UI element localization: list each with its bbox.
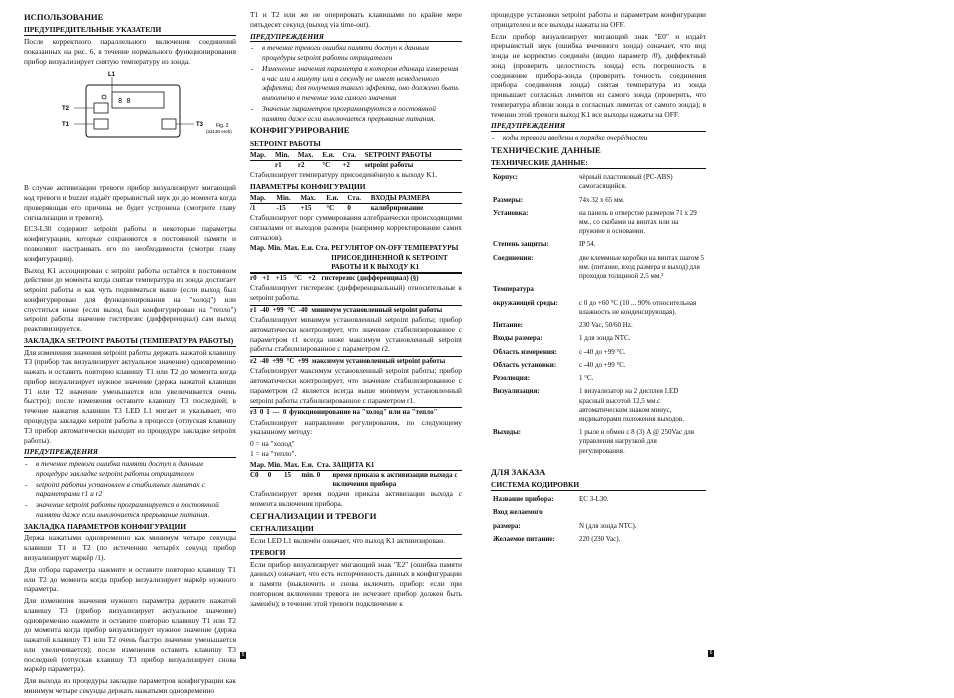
spec-key: Желаемое питание: xyxy=(493,534,555,543)
param-description: Стабилизирует температуру присоединённую к выходу K1. xyxy=(250,170,438,179)
spec-value: 230 Vac, 50/60 Hz. xyxy=(579,321,633,330)
col-header: Min. xyxy=(267,460,282,469)
config-paragraph-4: Для выхода из процедуры закладке параметров конфигурации как минимум четыре секунды держать нажатыми одновременно xyxy=(24,676,236,695)
cell: r1 xyxy=(275,160,298,170)
page-number: 5 xyxy=(241,652,245,658)
spec-row xyxy=(493,507,637,518)
warnings-list xyxy=(250,43,462,123)
cell: /1 xyxy=(250,203,276,213)
spec-row xyxy=(493,360,704,371)
param-row-table xyxy=(250,305,462,315)
warning-item: - значение setpoint работы программируется в постоянной памяти даже если выключается прерывание питания. xyxy=(36,500,236,520)
cell: +2 xyxy=(308,274,321,284)
cell: --- xyxy=(273,408,283,418)
spec-row xyxy=(493,347,704,358)
column-1 xyxy=(24,10,236,698)
param-description: Стабилизирует направление регулирования, по следующему указанному методу: xyxy=(250,417,462,437)
spec-key: Название прибора: xyxy=(493,495,554,504)
cell: r0 xyxy=(250,274,262,284)
param-name: минимум установленный setpoint работы xyxy=(311,305,462,315)
col-header: Ста. xyxy=(342,151,364,161)
regulator-rows xyxy=(250,273,462,437)
spec-key: Установка: xyxy=(493,208,529,217)
column-3 xyxy=(491,10,706,547)
cell: r2 xyxy=(298,160,322,170)
cell xyxy=(250,160,275,170)
cell: 15 xyxy=(284,470,301,489)
param-description: Стабилизирует минимум установленный setpoint работы; прибор автоматически контролирует, что значение стабилизированное с параметром r1 всегда ниже максимум установленный setpoint работы стабилизированное с параметром r2. xyxy=(250,315,462,354)
warning-item: - Значение параметров программируются в постоянной памяти даже если выключается прерывание питания. xyxy=(262,104,462,124)
spec-key: размера: xyxy=(493,521,521,530)
col-header: Мар. xyxy=(250,151,275,161)
col-header: Max. xyxy=(284,244,301,272)
section-title-tech: ТЕХНИЧЕСКИЕ ДАННЫЕ xyxy=(491,144,601,155)
config-params-heading: ПАРАМЕТРЫ КОНФИГУРАЦИИ xyxy=(250,182,462,193)
cell: 0 xyxy=(283,408,289,418)
warning-item: - в течение тревоги ошибка памяти доступ к данным процедуре закладке setpoint работы отрицателен xyxy=(36,459,236,479)
section-title-usage: ИСПОЛЬЗОВАНИЕ xyxy=(24,12,104,22)
cell: °C xyxy=(287,305,298,315)
config-params-heading: ЗАКЛАДКА ПАРАМЕТРОВ КОНФИГУРАЦИИ xyxy=(24,522,236,533)
spec-key: Размеры: xyxy=(493,195,524,204)
setpoint-paragraph: Для изменения значения setpoint работы держать нажатой клавишу T3 (прибор так визуализирует актуальное значение) одновременно нажать и оставить повторно клавишу T1 или T2 до момента когда прибор визуализирует нужное значение (держа нажатой клавиши T1 или T2 значение уменьшается или увеличивается очень быстро); после изменения оставите клавишу T3 последней; в течение нажатия клавиши T3 LED L1 мигает и указывает, что процедура закладке setpoint работы в процессе (отпуская клавишу T3 прибор автоматически выходит из процедуре закладке setpoint работы). xyxy=(24,347,236,445)
spec-key: Выходы: xyxy=(493,428,522,437)
device-figure xyxy=(24,69,236,179)
param-name: setpoint работы xyxy=(365,160,462,170)
param-name: гистерезис (дифференциал) (§) xyxy=(321,274,462,284)
spec-value: на панель в отверстие размером 71 x 29 мм., со скобами на винтах или на пружине в основании. xyxy=(579,208,697,236)
spec-table xyxy=(491,170,706,459)
spec-value: 74x 32 x 65 мм. xyxy=(579,195,625,204)
spec-row xyxy=(493,333,704,344)
spec-row xyxy=(493,534,637,545)
mode-cold: 0 = на "холод" xyxy=(250,439,295,449)
spec-row xyxy=(493,284,704,295)
col-header: Min. xyxy=(268,244,284,272)
signals-heading: СЕГНАЛИЗАЦИИ xyxy=(250,524,462,535)
cell: r1 xyxy=(250,305,260,315)
spec-row xyxy=(493,195,704,206)
spec-value: чёрный пластиковый (PC-ABS) самогасящийся. xyxy=(579,173,673,191)
col-header: Max. xyxy=(283,460,300,469)
spec-key: Область установки: xyxy=(493,360,557,369)
output-paragraph: Выход K1 ассоциирован с setpoint работы остаётся в постоянном действии до момента когда снятая температура из зонда достигает setpoint работы и как чуть подниматься выше (если выход был конфигурирован для функционирования на "холод") или спуститься ниже (если выход был конфигурирован на "тепло") setpoint работы значение гистерезис (дифференциал) сам выход реактивизируется. xyxy=(24,265,236,334)
spec-key: Питание: xyxy=(493,321,524,330)
col-header: Ста. xyxy=(347,194,370,204)
col-header: Max. xyxy=(300,194,326,204)
cell: +99 xyxy=(273,305,288,315)
fig-code: (a3130 ereb) xyxy=(206,129,232,135)
spec-row xyxy=(493,427,704,457)
param-description: Стабилизирует время подачи приказа активизации выхода с момента включения прибора. xyxy=(250,489,462,509)
tech-heading: ТЕХНИЧЕСКИЕ ДАННЫЕ: xyxy=(491,158,706,169)
spec-value: 1 °C. xyxy=(579,374,594,383)
spec-key: Вход желаемого xyxy=(493,508,543,517)
cell: +1 xyxy=(262,274,275,284)
regulator-table xyxy=(250,244,462,273)
spec-key: Область измерения: xyxy=(493,347,558,356)
spec-value: 1 рыле и обмен с 8 (3) A @ 250Vac для управления нагрузкой для регулирования. xyxy=(579,428,694,455)
warnings-heading: ПРЕДУПРЕЖДЕНИЯ xyxy=(24,447,236,458)
continuation-paragraph: T1 и T2 или же не оперировать клавишами по крайне мере пятьдесят секунд (выход via time-out). xyxy=(250,10,462,29)
inputs-table xyxy=(250,194,462,213)
setpoint-table-heading: SETPOINT РАБОТЫ xyxy=(250,139,462,150)
cell: min. xyxy=(301,470,316,489)
spec-row xyxy=(493,253,704,283)
setpoint-table xyxy=(250,151,462,170)
cell: 0 xyxy=(347,203,370,213)
warning-item: - setpoint работы установлен в стабильных лимитах с параметрами r1 и r2 xyxy=(36,480,236,500)
label-t2: T2 xyxy=(62,106,70,113)
spec-row xyxy=(493,373,704,384)
param-description: Стабилизирует порг суммирования алгебраически происходящими сигналами от выходов размера (например корректирование самих сигналов). xyxy=(250,213,462,242)
col-header: Е.и. xyxy=(301,244,315,272)
cell: 0 xyxy=(260,408,266,418)
cell: °C xyxy=(287,357,298,367)
spec-row xyxy=(493,239,704,250)
warnings-heading: ПРЕДУПРЕЖДЕНИЯ xyxy=(250,32,462,43)
warning-item: - в течение тревоги ошибка памяти доступ к данным процедуры setpoint работы отрицателен xyxy=(262,43,462,63)
setpoint-heading: ЗАКЛАДКА SETPOINT РАБОТЫ (ТЕМПЕРАТУРА РАБОТЫ) xyxy=(24,336,236,347)
cell: °C xyxy=(294,274,308,284)
spec-value xyxy=(579,284,704,295)
e0-paragraph: Если прибор визуализирует мигающий знак "E0" и издаёт прерывистый звук (ошибка вчечнного зонда) означает, что вид зонда не корректно соединён (видио параметр /0), диффектный зонд (проверить целостность зонда) есть погрешность в соединение прибора-зонда (проверить точность соединения прибора соединения зонда) снятая температура из зонда привышает согласных лимитов из самого зонда (проверить, что температура вблизи зонда в согласных лимитах от самого зонда); в течении этой тревоги выход K1 все выходы нажаты на OFF. xyxy=(491,31,706,119)
alarm-paragraph: В случае активизации тревоги прибор визуализирует мигающий код тревоги и buzzer издаёт прерывистый звук до до момента когда проверяющая его причина не будет устронена (смотрите главу сигнализации и тревоги). xyxy=(24,183,236,222)
column-2 xyxy=(250,10,462,610)
group-title: SETPOINT РАБОТЫ xyxy=(365,151,462,161)
spec-row xyxy=(493,172,704,192)
warning-item: - Изменение значения параметра в котором единица измерения в час или в минуту или в секунду не имеет немедленного эффекта; для получения такого эффекта, оно должено быть выполнено в течение зола самого значения xyxy=(262,64,462,103)
cell: -40 xyxy=(260,305,273,315)
cell: -40 xyxy=(298,305,311,315)
cell: +99 xyxy=(297,357,311,367)
col-header: Ста. xyxy=(316,244,332,272)
col-header: Е.и. xyxy=(301,461,316,471)
label-t3: T3 xyxy=(196,122,204,129)
spec-row xyxy=(493,494,637,505)
spec-value: с -40 до +99 °C. xyxy=(579,360,626,369)
spec-value: 1 для зонда NTC. xyxy=(579,334,631,343)
spec-key: Визуализация: xyxy=(493,387,540,396)
param-name: функционирование на "холод" или на "тепло" xyxy=(289,408,462,418)
fig-label: Fig. 2 xyxy=(216,123,229,130)
spec-key: Соединения: xyxy=(493,253,534,262)
device-panel-diagram xyxy=(24,69,236,179)
spec-key: окружающей среды: xyxy=(493,298,558,307)
spec-row xyxy=(493,521,637,532)
page-number: 6 xyxy=(709,650,713,656)
col-header: Ста. xyxy=(316,460,331,469)
col-header: Min. xyxy=(276,194,300,204)
spec-value xyxy=(579,507,637,518)
cell: +15 xyxy=(276,274,294,284)
cell: °C xyxy=(326,203,347,213)
spec-value: 1 визуализатор на 2 дисплея LED красный высотой 12,5 мм.с автоматическим знаком минус, индикаторами положения выходов. xyxy=(579,387,684,423)
spec-row xyxy=(493,320,704,331)
spec-row xyxy=(493,298,704,318)
col-header: Min. xyxy=(275,151,298,161)
param-description: Стабилизирует максимум установленный setpoint работы; прибор автоматически контролирует, что значение стабилизированное с параметром r2 является всегда выше минимум установленный setpoint работы стабилизированное с параметром r1. xyxy=(250,366,462,405)
label-t1: T1 xyxy=(62,122,70,129)
spec-row xyxy=(493,386,704,425)
warnings-list xyxy=(491,133,706,143)
param-name: калибрирование xyxy=(371,203,462,213)
cell: °C xyxy=(322,160,342,170)
warning-item: - коды тревоги введены в порядке очерёдности xyxy=(503,133,706,143)
spec-value: с 0 до +60 °C (10 ... 90% относительная влажность не конденсирующая). xyxy=(579,298,697,316)
cell: +2 xyxy=(342,160,364,170)
cell: -40 xyxy=(260,357,273,367)
spec-key: Входы размера: xyxy=(493,334,543,343)
indicators-text: После корректного параллельного включения соединений показанных на рис. 6, в течение нормального функционирования прибор визуализирует снятую температуру из зонда. xyxy=(24,37,236,66)
col-header: Е.и. xyxy=(322,151,342,161)
cell: +99 xyxy=(272,357,286,367)
order-table xyxy=(491,492,639,547)
alarms-heading: ТРЕВОГИ xyxy=(250,548,462,559)
ec3-paragraph: EC3-L30 содержит setpoint работы и некоторые параметры конфигурации, которые сохраняются в постоянной памяти и позволяют настраивать его по необходимости (смотри главу конфигурации). xyxy=(24,224,236,263)
cell: 0 xyxy=(268,470,284,489)
cell: r3 xyxy=(250,408,260,418)
config-paragraph-1: Держа нажатыми одновременно как минимум четыре секунды клавиши T1 и T2 (по истечению четырёх секунд прибор визуализирует маркёр /1). xyxy=(24,533,236,562)
param-row-table xyxy=(250,356,462,366)
group-title: РЕГУЛЯТОР ON-OFF ТЕМПЕРАТУРЫ ПРИСОЕДИНЕННОЙ К SETPOINT РАБОТЫ И К ВЫХОДУ K1 xyxy=(331,244,462,272)
config-paragraph-2: Для отбора параметра нажмите и оставите повторно клавишу T1 или T2 до момента когда прибор визуализирует маркёр нужного параметра. xyxy=(24,564,236,594)
col-header: Е.и. xyxy=(326,194,347,204)
spec-value: N (для зонда NTC). xyxy=(579,521,637,530)
col-header: Мар. xyxy=(250,460,266,469)
section-title-alarms: СЕГНАЛИЗАЦИИ И ТРЕВОГИ xyxy=(250,510,377,521)
cell: r2 xyxy=(250,357,260,367)
param-description: Стабилизирует гистерезис (дифференциальный) относительные к setpoint работы. xyxy=(250,283,462,302)
cell: 0 xyxy=(317,470,333,489)
continuation-paragraph: процедуре установки setpoint работы и параметрам конфигурации отрицателен и все выходы нажаты на OFF. xyxy=(491,10,706,29)
signals-text: Если LED L1 включён означает, что выход K1 активизирован. xyxy=(250,536,445,545)
cell: C0 xyxy=(250,470,268,489)
label-l1: L1 xyxy=(108,72,116,79)
spec-key: Температура xyxy=(493,285,534,294)
section-title-order: ДЛЯ ЗАКАЗА xyxy=(491,466,546,477)
order-heading: СИСТЕМА КОДИРОВКИ xyxy=(491,480,706,491)
cell: 1 xyxy=(266,408,272,418)
warnings-heading: ПРЕДУПРЕЖДЕНИЯ xyxy=(491,121,706,132)
col-header: Мар. xyxy=(250,244,268,272)
param-row-table xyxy=(250,273,462,283)
spec-key: Резолюция: xyxy=(493,374,530,383)
spec-value: с -40 до +99 °C. xyxy=(579,347,626,356)
spec-key: Корпус: xyxy=(493,173,518,182)
k1-table xyxy=(250,461,462,490)
cell: -15 xyxy=(276,203,300,213)
mode-heat: 1 = на "тепло". xyxy=(250,448,297,458)
group-title: ЗАЩИТА K1 xyxy=(332,461,462,471)
spec-value: EC 3-L30. xyxy=(579,495,609,504)
section-title-config: КОНФИГУРИРОВАНИЕ xyxy=(250,125,350,136)
alarms-text: Если прибор визуализирует мигающий знак "E2" (ошибка памяти данных) означает, что есть испорченность данных в конфигурации в памяти (выключить и снова включить прибор: если при повторном включении тревога не исчезнет прибор должен быть заменён); в течение этой тревоги подключение к xyxy=(250,559,462,608)
cell: +15 xyxy=(300,203,326,213)
param-name: время приказа к активизации выхода с включения прибора xyxy=(332,470,462,489)
spec-value: две клеммные коробки на винтах шагом 5 мм. (питание, вход размера и выход) для проходов толщиной 2,5 мм.² xyxy=(579,253,704,281)
spec-row xyxy=(493,208,704,238)
param-row-table xyxy=(250,407,462,417)
col-header: Мар. xyxy=(250,194,276,204)
svg-text:8 8: 8 8 xyxy=(118,97,131,106)
param-name: максимум установленный setpoint работы xyxy=(312,357,462,367)
col-header: Max. xyxy=(298,151,322,161)
config-paragraph-3: Для изменения значения нужного параметра держите нажатой клавишу T3 (прибор визуализирует актуальное значение) одновременно нажмите и оставите повторно клавишу T1 или T2 до момента когда прибор визуализирует нужное значение (держа нажатой клавишу T1 или T2 очень быстро значение уменьшается или увеличивается); после изменения оставить клавишу T3 последней (отпуская клавишу T3 прибор визуализирует снова маркёр параметра). xyxy=(24,596,236,674)
spec-value: 220 (230 Vac). xyxy=(579,534,621,543)
spec-value: IP 54. xyxy=(579,240,596,249)
indicators-heading: ПРЕДУПРЕДИТЕЛЬНЫЕ УКАЗАТЕЛИ xyxy=(24,25,236,36)
warnings-list xyxy=(24,459,236,520)
group-title: ВХОДЫ РАЗМЕРА xyxy=(371,194,462,204)
spec-key: Степень защиты: xyxy=(493,240,549,249)
